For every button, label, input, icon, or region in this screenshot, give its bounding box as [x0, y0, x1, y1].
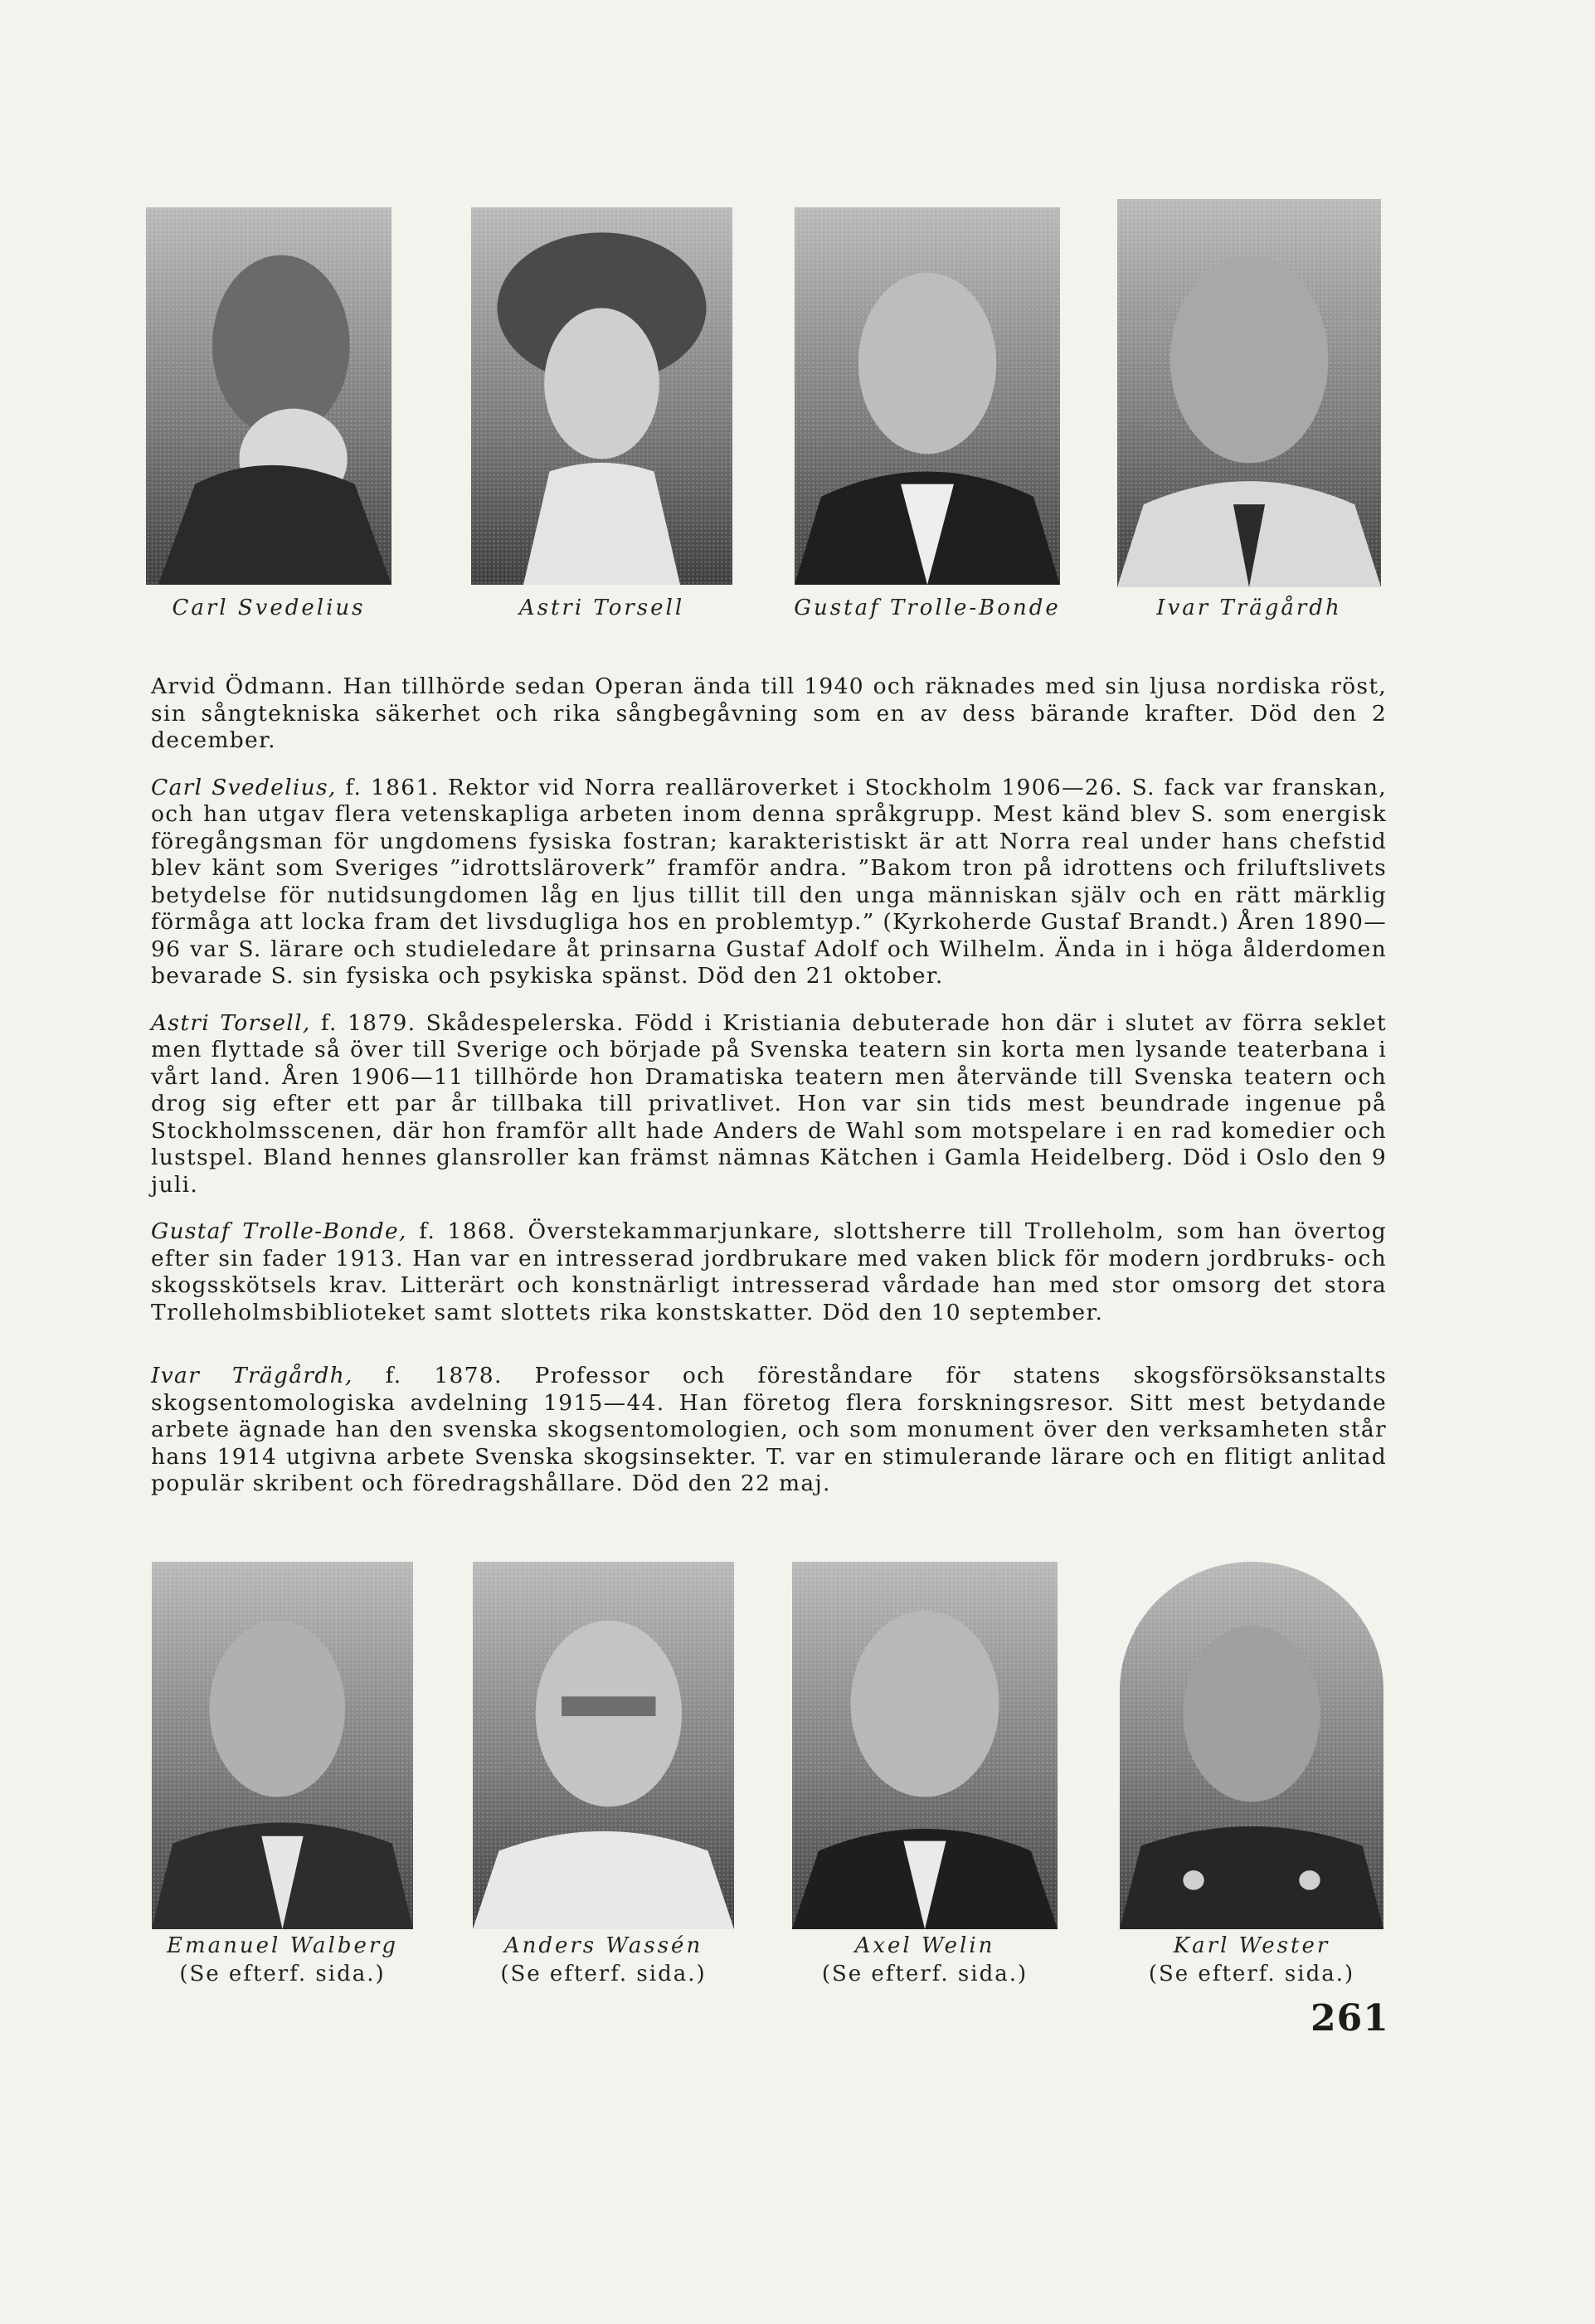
portrait-caption: Astri Torsell	[518, 596, 685, 620]
portrait-caption: Emanuel Walberg	[167, 1933, 398, 1958]
portrait-caption: Anders Wassén	[503, 1933, 703, 1958]
portrait-emanuel-walberg	[152, 1562, 413, 1986]
portrait-photo-icon	[1120, 1562, 1383, 1929]
page-number: 261	[1311, 1997, 1389, 2040]
portrait-photo-icon	[152, 1562, 413, 1929]
portrait-ivar-tragardh	[1117, 199, 1381, 620]
bio-text: f. 1878. Professor och föreståndare för statens skogsförsöksanstalts skogsentomologiska avdelning 1915—44. Han företog flera forskningsresor. Sitt mest betydande arbete ägnade han den svenska skogsentomologien, och som monument över den verksamheten står hans 1914 utgivna arbete Svenska skogsinsekter. T. var en stimulerande lärare och en flitigt anlitad populär skribent och föredragshållare. Död den 22 maj.	[151, 1363, 1387, 1496]
portrait-photo-icon	[471, 207, 732, 585]
portrait-caption: Karl Wester	[1173, 1933, 1330, 1958]
bio-paragraph	[151, 775, 1387, 990]
portrait-photo-icon	[792, 1562, 1058, 1929]
portrait-gustaf-trolle-bonde	[794, 207, 1061, 620]
bio-text: f. 1861. Rektor vid Norra realläroverket i Stockholm 1906—26. S. fack var franskan, och han utgav flera vetenskapliga arbeten inom denna språkgrupp. Mest känd blev S. som energisk föregångsman för ungdomens fysiska fostran; karakteristiskt är att Norra real under hans chefstid blev känt som Sveriges ”idrottsläroverk” framför andra. ”Bakom tron på idrottens och friluftslivets betydelse för nutidsungdomen låg en ljus tillit till den unga människan själv och en rätt märklig förmåga att locka fram det livsdugliga hos en problemtyp.” (Kyrkoherde Gustaf Brandt.) Åren 1890—96 var S. lärare och studieledare åt prinsarna Gustaf Adolf och Wilhelm. Ända in i höga ålderdomen bevarade S. sin fysiska och psykiska spänst. Död den 21 oktober.	[151, 774, 1388, 989]
portrait-axel-welin	[792, 1562, 1058, 1986]
portrait-photo-icon	[473, 1562, 734, 1929]
bio-text: f. 1868. Överstekammarjunkare, slottsherre till Trolleholm, som han övertog efter sin fader 1913. Han var en intresserad jordbrukare med vaken blick för modern jordbruks- och skogsskötsels krav. Litterärt och konstnärligt intresserad vårdade han med stor omsorg det stora Trolleholmsbiblioteket samt slottets rika konstskatter. Död den 10 september.	[151, 1218, 1387, 1325]
portrait-caption: Carl Svedelius	[172, 596, 366, 620]
bio-name: Astri Torsell,	[151, 1009, 311, 1036]
portrait-caption: Axel Welin	[854, 1933, 995, 1958]
portrait-note: (Se efterf. sida.)	[500, 1962, 707, 1986]
bio-name: Gustaf Trolle-Bonde,	[151, 1218, 407, 1244]
portrait-photo-icon	[1117, 199, 1381, 587]
bio-name: Carl Svedelius,	[151, 774, 337, 800]
portrait-photo-icon	[146, 207, 391, 585]
bio-paragraph	[151, 1010, 1387, 1199]
portrait-caption: Ivar Trägårdh	[1156, 596, 1342, 620]
bio-paragraph	[151, 1363, 1387, 1498]
portrait-note: (Se efterf. sida.)	[821, 1962, 1028, 1986]
portrait-note: (Se efterf. sida.)	[1148, 1962, 1355, 1986]
portrait-anders-wassen	[473, 1562, 734, 1986]
bio-paragraph	[151, 1218, 1387, 1326]
biography-text	[151, 673, 1387, 1518]
bio-text: f. 1879. Skådespelerska. Född i Kristiania debuterade hon där i slutet av förra seklet men flyttade så över till Sverige och började på Svenska teatern sin korta men lysande teaterbana i vårt land. Åren 1906—11 tillhörde hon Dramatiska teatern men återvände till Svenska teatern och drog sig efter ett par år tillbaka till privatlivet. Hon var sin tids mest beundrade ingenue på Stockholmsscenen, där hon framför allt hade Anders de Wahl som motspelare i en rad komedier och lustspel. Bland hennes glansroller kan främst nämnas Kätchen i Gamla Heidelberg. Död i Oslo den 9 juli.	[151, 1009, 1387, 1198]
bio-name: Ivar Trägårdh,	[151, 1363, 353, 1388]
intro-paragraph: Arvid Ödmann. Han tillhörde sedan Operan ända till 1940 och räknades med sin ljusa nordiska röst, sin sångtekniska säkerhet och rika sångbegåvning som en av dess bärande krafter. Död den 2 december.	[151, 673, 1387, 753]
portrait-astri-torsell	[471, 207, 732, 620]
portrait-caption: Gustaf Trolle-Bonde	[794, 596, 1061, 620]
portrait-carl-svedelius	[146, 207, 391, 620]
portrait-photo-icon	[795, 207, 1060, 585]
portrait-note: (Se efterf. sida.)	[179, 1962, 386, 1986]
portrait-karl-wester	[1120, 1562, 1383, 1986]
